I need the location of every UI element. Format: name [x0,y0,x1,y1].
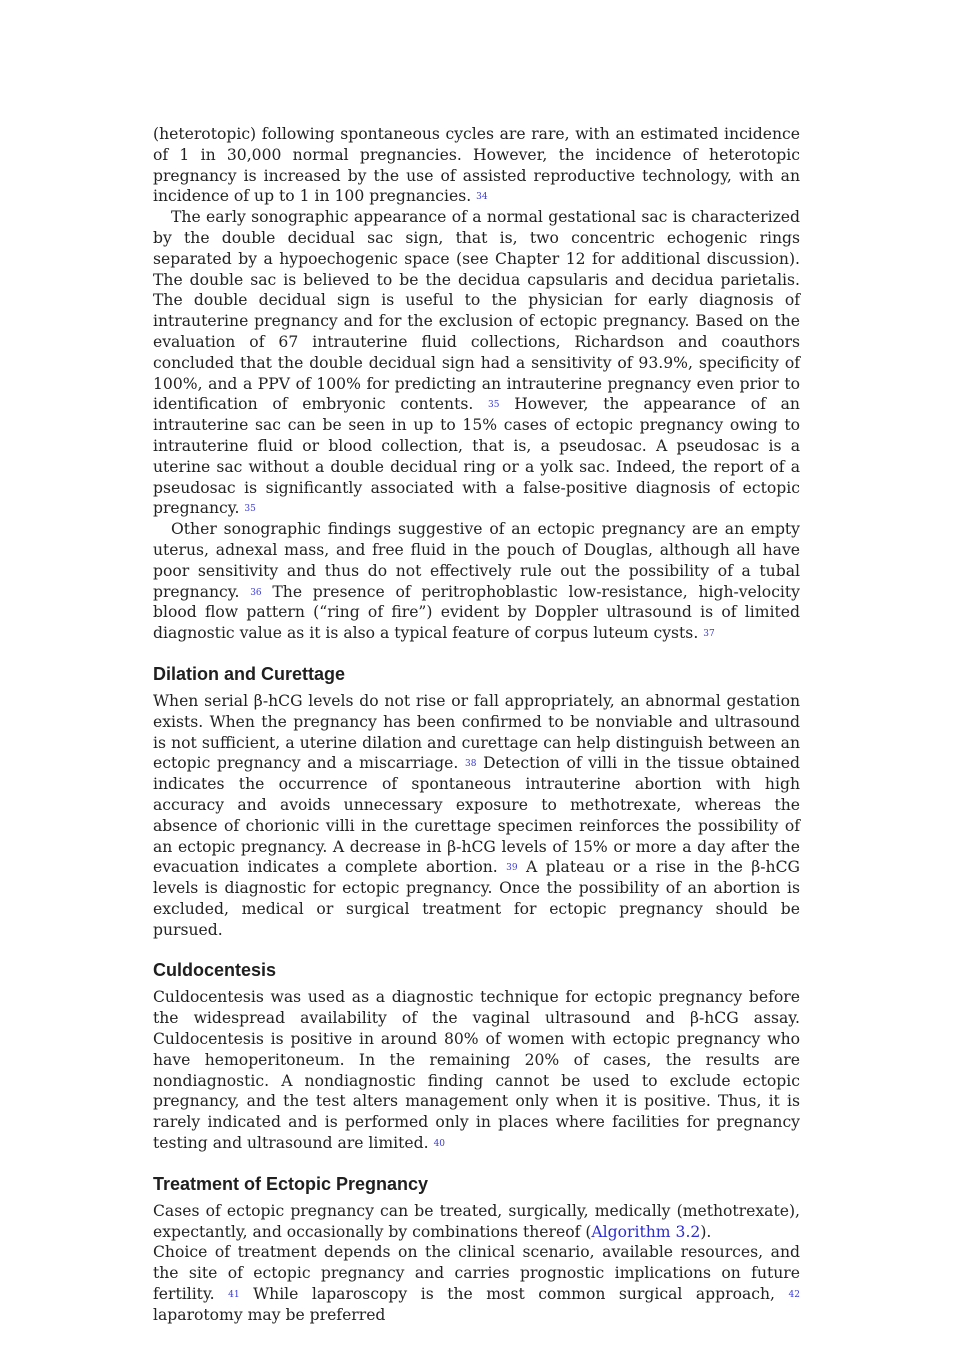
paragraph-text: Cases of ectopic pregnancy can be treated, surgically, medically (methotrexate), expectantly, and occasionally by combinations thereof ( [153,1201,800,1241]
citation-ref-link[interactable]: 36 [250,587,262,598]
document-page [153,124,800,1326]
body-paragraph [153,1242,800,1325]
paragraph-text: The early sonographic appearance of a normal gestational sac is characterized by the double decidual sac sign, that is, two concentric echogenic rings separated by a hypoechogenic space (see Chapter 12 for additional discussion). The double sac is believed to be the decidua capsularis and decidua parietalis. The double decidual sign is useful to the physician for early diagnosis of intrauterine pregnancy and for the exclusion of ectopic pregnancy. Based on the evaluation of 67 intrauterine fluid collections, Richardson and coauthors concluded that the double decidual sign had a sensitivity of 93.9%, specificity of 100%, and a PPV of 100% for predicting an intrauterine pregnancy even prior to identification of embryonic contents. [153,208,800,414]
body-paragraph [153,1201,800,1243]
paragraph-text: The presence of peritrophoblastic low-resistance, high-velocity blood flow pattern (“ring of fire”) evident by Doppler ultrasound is of limited diagnostic value as it is also a typical feature of corpus luteum cysts. [153,582,800,643]
body-paragraph [153,519,800,644]
paragraph-text: Culdocentesis was used as a diagnostic technique for ectopic pregnancy before the widespread availability of the vaginal ultrasound and β-hCG assay. Culdocentesis is positive in around 80% of women with ectopic pregnancy who have hemoperitoneum. In the remaining 20% of cases, the results are nondiagnostic. A nondiagnostic finding cannot be used to exclude ectopic pregnancy, and the test alters management only when it is positive. Thus, it is rarely indicated and is performed only in places where facilities for pregnancy testing and ultrasound are limited. [153,988,800,1153]
paragraph-text: Other sonographic findings suggestive of an ectopic pregnancy are an empty uterus, adnexal mass, and free fluid in the pouch of Douglas, although all have poor sensitivity and thus do not effectively rule out the possibility of a tubal pregnancy. [153,520,800,601]
citation-ref-link[interactable]: 37 [703,629,715,640]
section-heading: Culdocentesis [153,960,277,981]
section-heading: Dilation and Curettage [153,663,346,684]
paragraph-text: Detection of villi in the tissue obtained indicates the occurrence of spontaneous intrauterine abortion with high accuracy and avoids unnecessary exposure to methotrexate, whereas the absence of chorionic villi in the curettage specimen reinforces the possibility of an ectopic pregnancy. A decrease in β-hCG levels of 15% or more a day after the evacuation indicates a complete abortion. [153,754,800,877]
paragraph-text: Choice of treatment depends on the clinical scenario, available resources, and the site of ectopic pregnancy and carries prognostic implications on future fertility. [153,1243,800,1304]
citation-ref-link[interactable]: 38 [465,759,477,770]
algorithm-link[interactable]: Algorithm 3.2 [591,1222,701,1241]
citation-ref-link[interactable]: 39 [506,863,518,874]
citation-ref-link[interactable]: 41 [228,1290,240,1301]
citation-ref-link[interactable]: 35 [244,504,256,515]
paragraph-text: (heterotopic) following spontaneous cycles are rare, with an estimated incidence of 1 in 30,000 normal pregnancies. However, the incidence of heterotopic pregnancy is increased by the use of assisted reproductive technology, with an incidence of up to 1 in 100 pregnancies. [153,125,800,206]
section-heading: Treatment of Ectopic Pregnancy [153,1173,429,1194]
paragraph-text: When serial β-hCG levels do not rise or fall appropriately, an abnormal gestation exists. When the pregnancy has been confirmed to be nonviable and ultrasound is not sufficient, a uterine dilation and curettage can help distinguish between an ectopic pregnancy and a miscarriage. [153,691,800,773]
citation-ref-link[interactable]: 35 [488,400,500,411]
citation-ref-link[interactable]: 42 [788,1290,800,1301]
body-paragraph [153,987,800,1153]
citation-ref-link[interactable]: 40 [433,1139,446,1150]
paragraph-text: A plateau or a rise in the β-hCG levels is diagnostic for ectopic pregnancy. Once the possibility of an abortion is excluded, medical or surgical treatment for ectopic pregnancy should be pursued. [153,858,800,939]
body-paragraph [153,124,800,207]
citation-ref-link[interactable]: 34 [476,192,488,203]
body-paragraph [153,207,800,519]
body-paragraph [153,691,800,941]
paragraph-text: While laparoscopy is the most common surgical approach, [239,1285,789,1304]
paragraph-text: laparotomy may be preferred [153,1305,386,1324]
paragraph-text: ). [700,1222,712,1241]
paragraph-text: However, the appearance of an intrauterine sac can be seen in up to 15% cases of ectopic pregnancy owing to intrauterine fluid or blood collection, that is, a pseudosac. A pseudosac is a uterine sac without a double decidual ring or a yolk sac. Indeed, the report of a pseudosac is significantly associated with a false-positive diagnosis of ectopic pregnancy. [153,395,800,518]
